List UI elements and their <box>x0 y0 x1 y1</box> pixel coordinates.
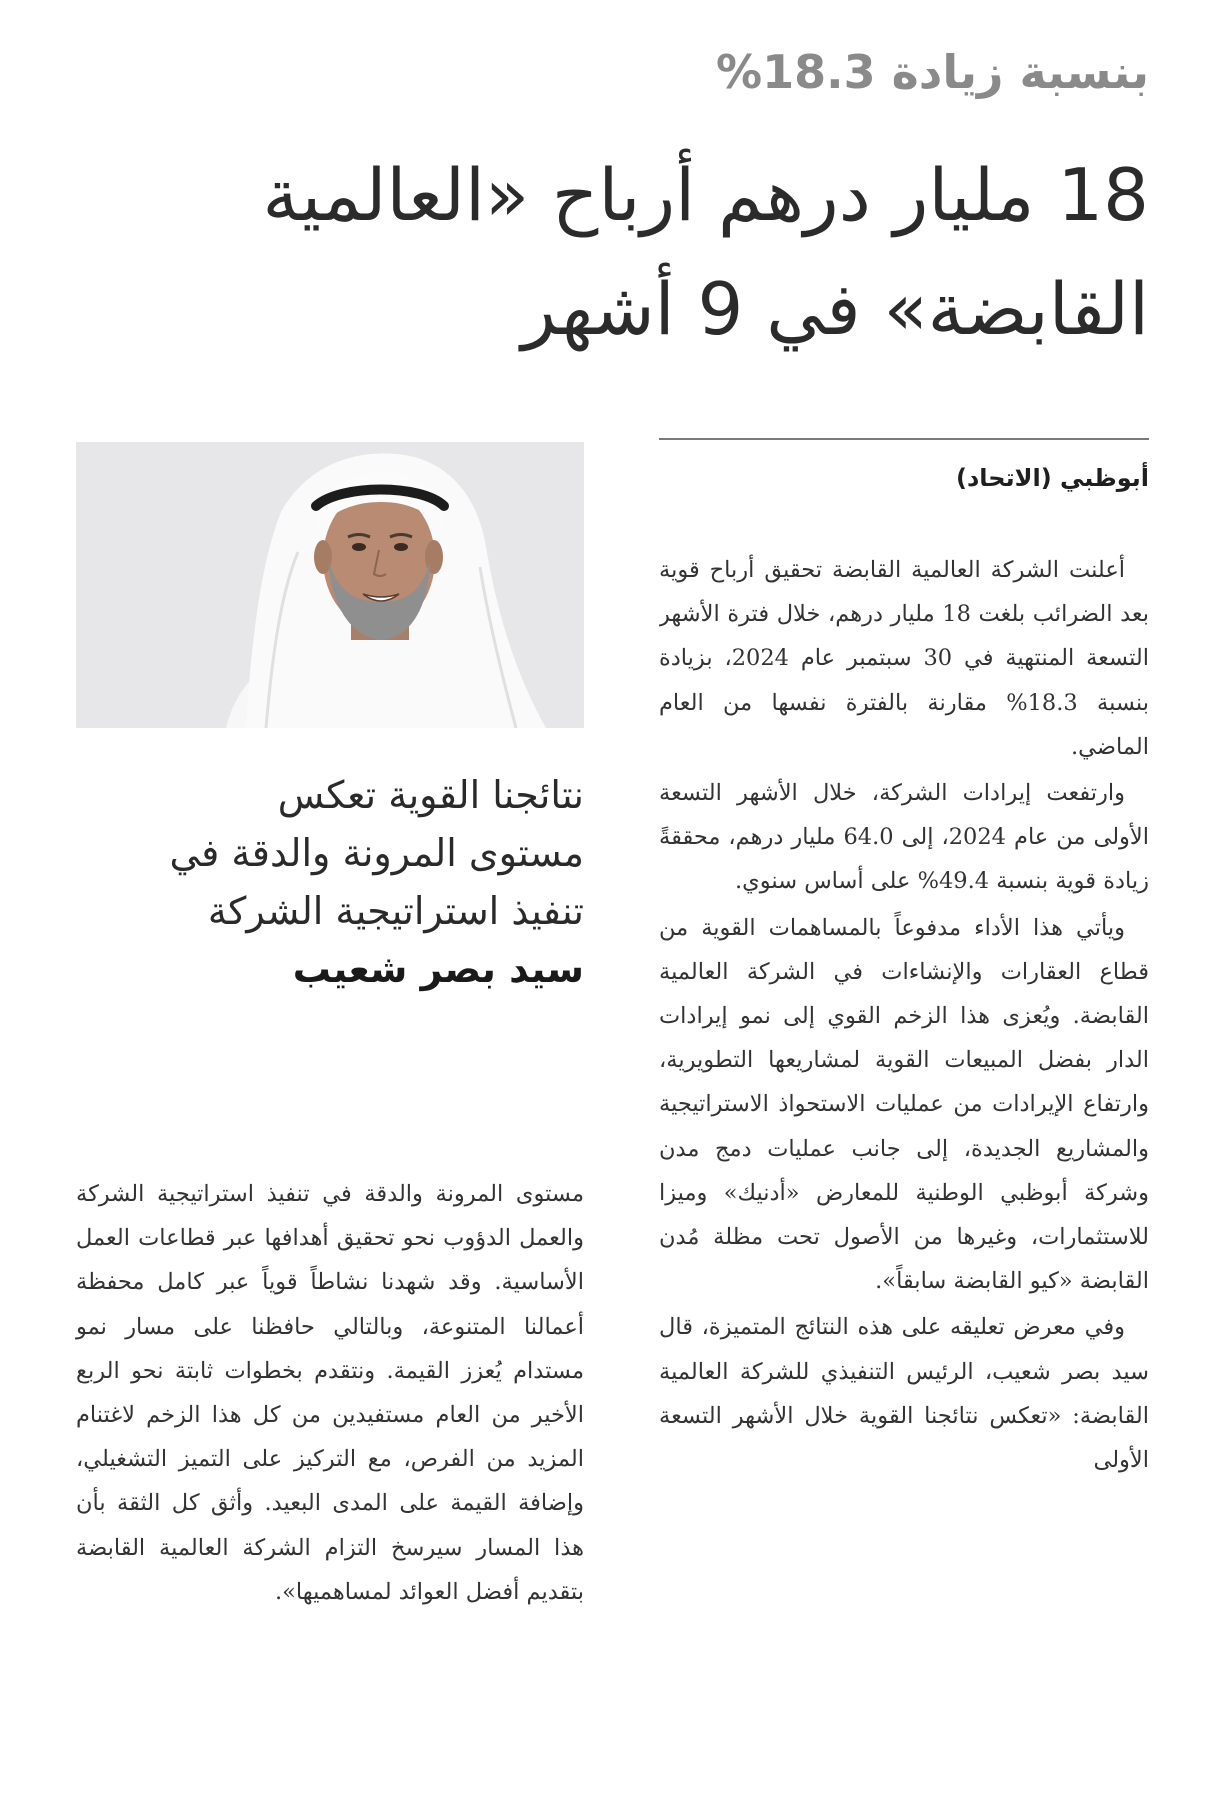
article-paragraph: أعلنت الشركة العالمية القابضة تحقيق أرباح قوية بعد الضرائب بلغت 18 مليار درهم، خلال فترة الأشهر التسعة المنتهية في 30 سبتمبر عام 2024، بزيادة بنسبة 18.3% مقارنة بالفترة نفسها من العام الماضي. <box>659 557 1149 760</box>
pull-quote-line-3: تنفيذ استراتيجية الشركة <box>207 889 584 933</box>
article-paragraph: وارتفعت إيرادات الشركة، خلال الأشهر التسعة الأولى من عام 2024، إلى 64.0 مليار درهم، محققةً زيادة قوية بنسبة 49.4% على أساس سنوي. <box>659 780 1149 895</box>
column-divider-rule <box>659 438 1149 440</box>
pull-quote-line-1: نتائجنا القوية تعكس <box>277 773 584 817</box>
article-paragraph: ويأتي هذا الأداء مدفوعاً بالمساهمات القوية من قطاع العقارات والإنشاءات في الشركة العالمية القابضة. ويُعزى هذا الزخم القوي إلى نمو إيرادات الدار بفضل المبيعات القوية لمشاريعها التطويرية، وارتفاع الإيرادات من عمليات الاستحواذ الاستراتيجية والمشاريع الجديدة، إلى جانب عمليات دمج مدن وشركة أبوظبي الوطنية للمعارض «أدنيك» وميزا للاستثمارات، وغيرها من الأصول تحت مظلة مُدن القابضة «كيو القابضة سابقاً». <box>659 914 1149 1295</box>
pull-quote <box>76 766 584 998</box>
executive-portrait-photo <box>76 442 584 728</box>
article-body-left-column <box>76 1172 584 1614</box>
article-paragraph: وفي معرض تعليقه على هذه النتائج المتميزة، قال سيد بصر شعيب، الرئيس التنفيذي للشركة العالمية القابضة: «تعكس نتائجنا القوية خلال الأشهر التسعة الأولى <box>659 1314 1149 1474</box>
headline-line-2: القابضة» في 9 أشهر <box>521 267 1149 351</box>
article-body-right-column <box>659 548 1149 1728</box>
portrait-illustration <box>76 442 584 728</box>
pull-quote-line-2: مستوى المرونة والدقة في <box>169 831 584 875</box>
headline-line-1: 18 مليار درهم أرباح «العالمية <box>262 153 1149 237</box>
dateline: أبوظبي (الاتحاد) <box>956 464 1149 492</box>
article-kicker: بنسبة زيادة 18.3% <box>716 45 1149 99</box>
pull-quote-attribution: سيد بصر شعيب <box>292 947 584 991</box>
article-continuation: مستوى المرونة والدقة في تنفيذ استراتيجية الشركة والعمل الدؤوب نحو تحقيق أهدافها عبر قطاعات العمل الأساسية. وقد شهدنا نشاطاً قوياً عبر كامل محفظة أعمالنا المتنوعة، وبالتالي حافظنا على مسار نمو مستدام يُعزز القيمة. ونتقدم بخطوات ثابتة نحو الربع الأخير من العام مستفيدين من كل هذا الزخم لاغتنام المزيد من الفرص، مع التركيز على التميز التشغيلي، وإضافة القيمة على المدى البعيد. وأثق كل الثقة بأن هذا المسار سيرسخ التزام الشركة العالمية القابضة بتقديم أفضل العوائد لمساهميها». <box>76 1181 584 1605</box>
article-headline <box>149 138 1149 366</box>
